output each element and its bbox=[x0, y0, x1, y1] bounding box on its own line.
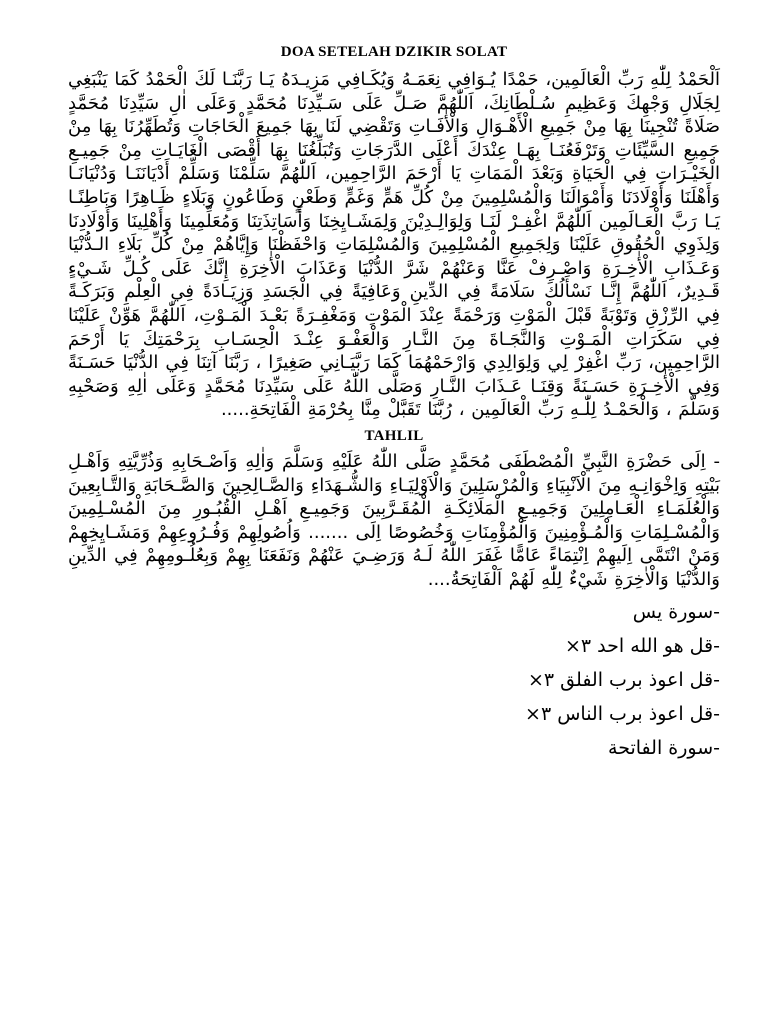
doa-title: DOA SETELAH DZIKIR SOLAT bbox=[280, 44, 508, 60]
surah-item-falaq: -قل اعوذ برب الفلق ٣× bbox=[528, 669, 720, 692]
doa-text: اَلْحَمْدُ لِلّٰهِ رَبِّ الْعَالَمِين، حَمْدًا يُـوَافِي نِعَمَـهُ وَيُكَـافِي مَزِيـدَهُ يَـا رَبَّنَـا لَكَ الْحَمْدُ كَمَا يَنْبَغِي لِجَلَالِ وَجْهِكَ وَعَظِيمِ سُـلْطَانِكَ، اَللّٰهُمَّ صَـلِّ عَلَى سَـيِّدِنَا مُحَمَّدٍ وَعَلَى اٰلِ سَيِّدِنَا مُحَمَّدٍ صَلَاةً تُنْجِينَا بِهَا مِنْ جَمِيعِ الْأَهْـوَالِ وَالْأٰفَـاتِ وَتَقْضِي لَنَا بِهَا جَمِيعَ الْحَاجَاتِ وَتُطَهِّرُنَا بِهَا مِنْ جَمِيعِ السَّيِّئَاتِ وَتَرْفَعُنَـا بِهَـا عِنْدَكَ أَعْلَى الدَّرَجَاتِ وَتُبَلِّغُنَا بِهَا أَقْصَى الْغَايَـاتِ مِنْ جَمِيـعِ الْخَيْـرَاتِ فِي الْحَيَاةِ وَبَعْدَ الْمَمَاتِ يَا أَرْحَمَ الرَّاحِمِين، اَللّٰهُمَّ سَلِّمْنَا وَسَلِّمْ أَدْيَانَنَـا وَدُنْيَانَـا وَأَهْلَنَا وَأَوْلَادَنَا وَأَمْوَالَنَا وَالْمُسْلِمِينَ مِنْ كُلِّ هَمٍّ وَغَمٍّ وَطَعْنٍ وَطَاعُونٍ وَبَلَاءٍ ظَـاهِرًا وَبَاطِنًـا يَـا رَبَّ الْعَـالَمِين اَللّٰهُمَّ اغْفِـرْ لَنَـا وَلِوَالِـدِيْنَ وَلِمَشَـايِخِنَا وَأَسَاتِذَتِنَا وَمُعَلِّمِينَا وَأَهْلِينَا وَأَوْلَادِنَا وَلِذَوِي الْحُقُوقِ عَلَيْنَا وَلِجَمِيعِ الْمُسْلِمِينَ وَالْمُسْلِمَاتِ وَاحْفَظْنَا وَإِيَّاهُمْ مِنْ كُلِّ بَلَاءِ الـدُّنْيَا وَعَـذَابِ الْأٰخِـرَةِ وَاصْـرِفْ عَنَّا وَعَنْهُمْ شَرَّ الدُّنْيَا وَعَذَابَ الْأٰخِرَةِ إِنَّكَ عَلَى كُـلِّ شَـيْءٍ قَـدِيرٌ، اَللّٰهُمَّ إِنَّـا نَسْأَلُكَ سَلَامَةً فِي الدِّينِ وَعَافِيَةً فِي الْجَسَدِ وَزِيَـادَةً فِي الْعِلْمِ وَبَرَكَـةً فِي الرِّزْقِ وَتَوْبَةً قَبْلَ الْمَوْتِ وَرَحْمَةً عِنْدَ الْمَوْتِ وَمَغْفِـرَةً بَعْـدَ الْمَـوْتِ، اَللّٰهُمَّ هَوِّنْ عَلَيْنَا فِي سَكَرَاتِ الْمَـوْتِ وَالنَّجَـاةَ مِنَ النَّـارِ وَالْعَفْـوَ عِنْـدَ الْحِسَـابِ بِرَحْمَتِكَ يَا أَرْحَمَ الرَّاحِمِين، رَبِّ اغْفِرْ لِي وَلِوَالِدِي وَارْحَمْهُمَا كَمَا رَبَّيَـانِي صَغِيرًا ، رَبَّنَا آتِنَا فِي الدُّنْيَا حَسَـنَةً وَفِي الْأٰخِـرَةِ حَسَـنَةً وَقِنَـا عَـذَابَ النَّـارِ وَصَلَّى اللّٰهُ عَلَى سَيِّدِنَا مُحَمَّدٍ وَعَلَى اٰلِهِ وَصَحْبِهِ وَسَلَّمَ ، وَالْحَمْـدُ لِلّٰـهِ رَبِّ الْعَالَمِين ، رُبَّنَا تَقَبَّلْ مِنَّا بِحُرْمَةِ الْفَاتِحَةِ..... bbox=[68, 69, 720, 421]
document-page bbox=[68, 40, 720, 765]
surah-item-nas: -قل اعوذ برب الناس ٣× bbox=[525, 703, 720, 726]
surah-item-fatihah: -سورة الفاتحة bbox=[608, 737, 720, 760]
surah-list bbox=[68, 595, 720, 765]
tahlil-title: TAHLIL bbox=[364, 427, 424, 444]
tahlil-text: - اِلَى حَضْرَةِ النَّبِيِّ الْمُصْطَفَى مُحَمَّدٍ صَلَّى اللّٰهُ عَلَيْهِ وَسَلَّمَ وَاٰلِهِ وَاَصْـحَابِهِ وَذُرِّيَّتِهِ وَاَهْـلِ بَيْتِهِ وَاِخْوَانِـهِ مِنَ الْاَنْبِيَاءِ وَالْمُرْسَلِينَ وَالْاَوْلِيَـاءِ وَالشُّـهَدَاءِ وَالصَّـالِحِينَ وَالصَّـحَابَةِ وَالتَّـابِعِينَ وَالْعُلَمَـاءِ الْعَـامِلِينَ وَجَمِيـعِ الْمَلَائِكَـةِ الْمُقَـرَّبِينَ وَجَمِيـعِ اَهْـلِ الْقُبُـورِ مِنَ الْمُسْـلِمِينَ وَالْمُسْـلِمَاتِ وَالْمُـؤْمِنِينَ وَالْمُؤْمِنَاتِ وَخُصُوصًا اِلَى ....... وَاُصُولِهِمْ وَفُـرُوعِهِمْ وَمَشَـايِخِهِمْ وَمَنْ انْتَمَّى اِلَيهِمْ اِنْتِمَاءً عَامًّا غَفَرَ اللّٰهُ لَـهُ وَرَضِـيَ عَنْهُمْ وَنَفَعَنَا بِهِمْ وَبِعُلُـومِهِمْ فِي الدِّينِ وَالدُّنْيَا وَالْاٰخِرَةِ شَيْءٌ لِلّٰهِ لَهُمْ اَلْفَاتِحَةُ.... bbox=[68, 450, 720, 590]
surah-item-ikhlas: -قل هو الله احد ٣× bbox=[564, 635, 720, 658]
surah-item-yasin: -سورة يس bbox=[632, 601, 720, 624]
